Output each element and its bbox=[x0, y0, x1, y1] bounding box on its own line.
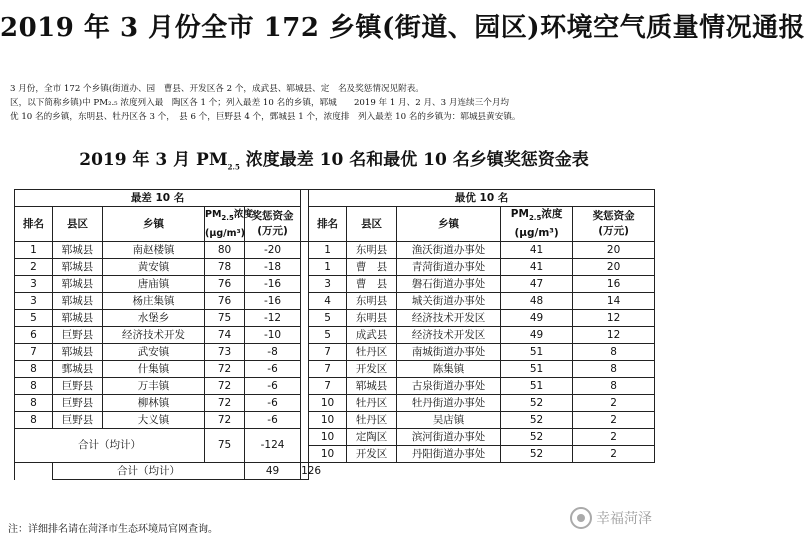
best-pm-cell: 52 bbox=[501, 446, 573, 463]
col-rank: 排名 bbox=[15, 207, 53, 242]
report-title: 2019 年 3 月份全市 172 乡镇(街道、园区)环境空气质量情况通报 bbox=[0, 13, 805, 43]
table-row bbox=[15, 378, 655, 395]
worst-county-cell: 郓城县 bbox=[53, 344, 103, 361]
worst-pm-cell: 76 bbox=[205, 293, 245, 310]
worst-pm-cell: 72 bbox=[205, 395, 245, 412]
best-fund-cell: 12 bbox=[573, 327, 655, 344]
table-row bbox=[15, 361, 655, 378]
table-gap bbox=[301, 446, 309, 463]
best-county-cell: 牡丹区 bbox=[347, 395, 397, 412]
worst-town-cell: 水堡乡 bbox=[103, 310, 205, 327]
best-pm-cell: 47 bbox=[501, 276, 573, 293]
worst-rank-cell: 8 bbox=[15, 361, 53, 378]
best-rank-cell: 10 bbox=[309, 395, 347, 412]
watermark bbox=[566, 503, 656, 533]
worst-town-cell: 什集镇 bbox=[103, 361, 205, 378]
col-rank: 排名 bbox=[309, 207, 347, 242]
col-pm: $PM_{2.5}$浓度 (μg/m³) bbox=[205, 207, 245, 242]
col-fund: 奖惩资金 (万元) bbox=[573, 207, 655, 242]
best-county-cell: 郓城县 bbox=[347, 378, 397, 395]
table-gap bbox=[15, 463, 53, 480]
worst-town-cell: 武安镇 bbox=[103, 344, 205, 361]
worst-fund-cell: -6 bbox=[245, 378, 301, 395]
intro-line: 区，以下简称乡镇)中 PM₂.₅ 浓度列入最 陶区各 1 个；列入最差 10 名的乡镇，郓城 2019 年 1 月、2 月、3 月连续三个月均 bbox=[10, 98, 510, 108]
col-fund: 奖惩资金 (万元) bbox=[245, 207, 301, 242]
best-total-label: 合计（均计） bbox=[53, 463, 245, 480]
best-county-cell: 开发区 bbox=[347, 361, 397, 378]
best-town-cell: 渔沃街道办事处 bbox=[397, 242, 501, 259]
best-county-cell: 开发区 bbox=[347, 446, 397, 463]
table-row bbox=[15, 429, 655, 446]
table-row bbox=[15, 463, 655, 480]
best-fund-cell: 12 bbox=[573, 310, 655, 327]
section-header-row bbox=[15, 190, 655, 207]
best-fund-cell: 2 bbox=[573, 412, 655, 429]
best-town-cell: 丹阳街道办事处 bbox=[397, 446, 501, 463]
best-pm-cell: 52 bbox=[501, 412, 573, 429]
worst-fund-cell: -8 bbox=[245, 344, 301, 361]
wechat-logo-icon bbox=[570, 507, 592, 529]
best-county-cell: 曹 县 bbox=[347, 276, 397, 293]
best-total-pm: 49 bbox=[245, 463, 301, 480]
best-rank-cell: 4 bbox=[309, 293, 347, 310]
best-town-cell: 经济技术开发区 bbox=[397, 327, 501, 344]
best-county-cell: 曹 县 bbox=[347, 259, 397, 276]
worst-rank-cell: 8 bbox=[15, 395, 53, 412]
best-county-cell: 牡丹区 bbox=[347, 344, 397, 361]
watermark-text: 幸福菏泽 bbox=[596, 511, 652, 527]
intro-paragraph bbox=[10, 82, 660, 124]
worst-rank-cell: 3 bbox=[15, 276, 53, 293]
col-town: 乡镇 bbox=[103, 207, 205, 242]
col-county: 县区 bbox=[53, 207, 103, 242]
best-pm-cell: 51 bbox=[501, 344, 573, 361]
best-pm-cell: 52 bbox=[501, 395, 573, 412]
worst-fund-cell: -10 bbox=[245, 327, 301, 344]
worst-fund-cell: -20 bbox=[245, 242, 301, 259]
table-row bbox=[15, 293, 655, 310]
worst-town-cell: 南赵楼镇 bbox=[103, 242, 205, 259]
best-pm-cell: 48 bbox=[501, 293, 573, 310]
worst-county-cell: 鄄城县 bbox=[53, 361, 103, 378]
worst-rank-cell: 7 bbox=[15, 344, 53, 361]
best-county-cell: 东明县 bbox=[347, 293, 397, 310]
worst-fund-cell: -18 bbox=[245, 259, 301, 276]
worst-pm-cell: 75 bbox=[205, 310, 245, 327]
best-fund-cell: 14 bbox=[573, 293, 655, 310]
best-pm-cell: 41 bbox=[501, 242, 573, 259]
best-rank-cell: 1 bbox=[309, 259, 347, 276]
worst-pm-cell: 76 bbox=[205, 276, 245, 293]
table-gap bbox=[301, 344, 309, 361]
worst-county-cell: 郓城县 bbox=[53, 242, 103, 259]
best-town-cell: 吴店镇 bbox=[397, 412, 501, 429]
best-pm-cell: 49 bbox=[501, 327, 573, 344]
intro-line: 3 月份，全市 172 个乡镇(街道办、园 曹县、开发区各 2 个，成武县、郓城县、定 名及奖惩情况见附表。 bbox=[10, 84, 424, 94]
best-pm-cell: 52 bbox=[501, 429, 573, 446]
best-town-cell: 磐石街道办事处 bbox=[397, 276, 501, 293]
worst-pm-cell: 72 bbox=[205, 378, 245, 395]
best-town-cell: 经济技术开发区 bbox=[397, 310, 501, 327]
best-pm-cell: 41 bbox=[501, 259, 573, 276]
worst-county-cell: 郓城县 bbox=[53, 276, 103, 293]
worst-pm-cell: 78 bbox=[205, 259, 245, 276]
worst-county-cell: 郓城县 bbox=[53, 293, 103, 310]
worst-total-label: 合计（均计） bbox=[15, 429, 205, 463]
worst-fund-cell: -12 bbox=[245, 310, 301, 327]
table-row bbox=[15, 412, 655, 429]
table-gap bbox=[301, 378, 309, 395]
best-county-cell: 牡丹区 bbox=[347, 412, 397, 429]
worst-county-cell: 郓城县 bbox=[53, 310, 103, 327]
worst-town-cell: 柳林镇 bbox=[103, 395, 205, 412]
worst-rank-cell: 3 bbox=[15, 293, 53, 310]
worst-town-cell: 经济技术开发 bbox=[103, 327, 205, 344]
best-county-cell: 东明县 bbox=[347, 310, 397, 327]
footnote: 注：详细排名请在菏泽市生态环境局官网查询。 bbox=[8, 524, 218, 535]
best-section-header: 最优 10 名 bbox=[309, 190, 655, 207]
table-gap bbox=[301, 327, 309, 344]
col-town: 乡镇 bbox=[397, 207, 501, 242]
table-row bbox=[15, 327, 655, 344]
worst-county-cell: 郓城县 bbox=[53, 259, 103, 276]
worst-town-cell: 唐庙镇 bbox=[103, 276, 205, 293]
table-gap bbox=[301, 429, 309, 446]
intro-line: 优 10 名的乡镇，东明县、牡丹区各 3 个， 县 6 个，巨野县 4 个，鄄城县 1 个，浓度排 列入最差 10 名的乡镇为：郓城县黄安镇。 bbox=[10, 112, 521, 122]
best-county-cell: 成武县 bbox=[347, 327, 397, 344]
worst-rank-cell: 8 bbox=[15, 412, 53, 429]
table-row bbox=[15, 310, 655, 327]
best-town-cell: 滨河街道办事处 bbox=[397, 429, 501, 446]
worst-rank-cell: 2 bbox=[15, 259, 53, 276]
best-town-cell: 城关街道办事处 bbox=[397, 293, 501, 310]
col-county: 县区 bbox=[347, 207, 397, 242]
best-rank-cell: 5 bbox=[309, 327, 347, 344]
table-row bbox=[15, 242, 655, 259]
table-gap bbox=[301, 276, 309, 293]
best-rank-cell: 7 bbox=[309, 344, 347, 361]
worst-pm-cell: 72 bbox=[205, 361, 245, 378]
worst-town-cell: 黄安镇 bbox=[103, 259, 205, 276]
best-fund-cell: 2 bbox=[573, 395, 655, 412]
best-rank-cell: 1 bbox=[309, 242, 347, 259]
worst-town-cell: 杨庄集镇 bbox=[103, 293, 205, 310]
table-gap bbox=[301, 259, 309, 276]
worst-county-cell: 巨野县 bbox=[53, 378, 103, 395]
worst-town-cell: 万丰镇 bbox=[103, 378, 205, 395]
best-rank-cell: 10 bbox=[309, 412, 347, 429]
best-pm-cell: 51 bbox=[501, 361, 573, 378]
table-row bbox=[15, 344, 655, 361]
worst-rank-cell: 5 bbox=[15, 310, 53, 327]
table-row bbox=[15, 395, 655, 412]
rewards-table bbox=[14, 189, 655, 480]
worst-pm-cell: 74 bbox=[205, 327, 245, 344]
best-pm-cell: 49 bbox=[501, 310, 573, 327]
best-town-cell: 牡丹街道办事处 bbox=[397, 395, 501, 412]
best-town-cell: 青菏街道办事处 bbox=[397, 259, 501, 276]
worst-town-cell: 大义镇 bbox=[103, 412, 205, 429]
table-gap bbox=[301, 293, 309, 310]
best-rank-cell: 5 bbox=[309, 310, 347, 327]
best-rank-cell: 3 bbox=[309, 276, 347, 293]
table-gap bbox=[301, 361, 309, 378]
table-row bbox=[15, 259, 655, 276]
best-town-cell: 古泉街道办事处 bbox=[397, 378, 501, 395]
worst-county-cell: 巨野县 bbox=[53, 412, 103, 429]
best-fund-cell: 20 bbox=[573, 259, 655, 276]
best-town-cell: 南城街道办事处 bbox=[397, 344, 501, 361]
best-total-fund: 126 bbox=[301, 463, 309, 480]
worst-fund-cell: -6 bbox=[245, 412, 301, 429]
col-pm: $PM_{2.5}$浓度 (μg/m³) bbox=[501, 207, 573, 242]
worst-fund-cell: -6 bbox=[245, 361, 301, 378]
column-header-row bbox=[15, 207, 655, 242]
worst-rank-cell: 1 bbox=[15, 242, 53, 259]
worst-pm-cell: 72 bbox=[205, 412, 245, 429]
best-rank-cell: 7 bbox=[309, 361, 347, 378]
worst-rank-cell: 6 bbox=[15, 327, 53, 344]
worst-pm-cell: 80 bbox=[205, 242, 245, 259]
best-rank-cell: 10 bbox=[309, 446, 347, 463]
worst-fund-cell: -16 bbox=[245, 293, 301, 310]
worst-rank-cell: 8 bbox=[15, 378, 53, 395]
worst-total-pm: 75 bbox=[205, 429, 245, 463]
table-gap bbox=[301, 242, 309, 259]
best-fund-cell: 2 bbox=[573, 429, 655, 446]
table-title: 2019 年 3 月 $PM_{2.5}$ 浓度最差 10 名和最优 10 名乡镇奖惩资金表 bbox=[79, 150, 589, 172]
worst-total-fund: -124 bbox=[245, 429, 301, 463]
best-town-cell: 陈集镇 bbox=[397, 361, 501, 378]
worst-pm-cell: 73 bbox=[205, 344, 245, 361]
table-gap bbox=[301, 395, 309, 412]
table-gap bbox=[301, 412, 309, 429]
best-fund-cell: 20 bbox=[573, 242, 655, 259]
table-row bbox=[15, 276, 655, 293]
best-rank-cell: 7 bbox=[309, 378, 347, 395]
best-rank-cell: 10 bbox=[309, 429, 347, 446]
best-pm-cell: 51 bbox=[501, 378, 573, 395]
table-gap bbox=[301, 190, 309, 242]
worst-county-cell: 巨野县 bbox=[53, 395, 103, 412]
worst-county-cell: 巨野县 bbox=[53, 327, 103, 344]
worst-fund-cell: -16 bbox=[245, 276, 301, 293]
best-county-cell: 定陶区 bbox=[347, 429, 397, 446]
best-fund-cell: 2 bbox=[573, 446, 655, 463]
best-fund-cell: 8 bbox=[573, 361, 655, 378]
best-county-cell: 东明县 bbox=[347, 242, 397, 259]
table-gap bbox=[301, 310, 309, 327]
worst-section-header: 最差 10 名 bbox=[15, 190, 301, 207]
best-fund-cell: 16 bbox=[573, 276, 655, 293]
best-fund-cell: 8 bbox=[573, 344, 655, 361]
best-fund-cell: 8 bbox=[573, 378, 655, 395]
worst-fund-cell: -6 bbox=[245, 395, 301, 412]
